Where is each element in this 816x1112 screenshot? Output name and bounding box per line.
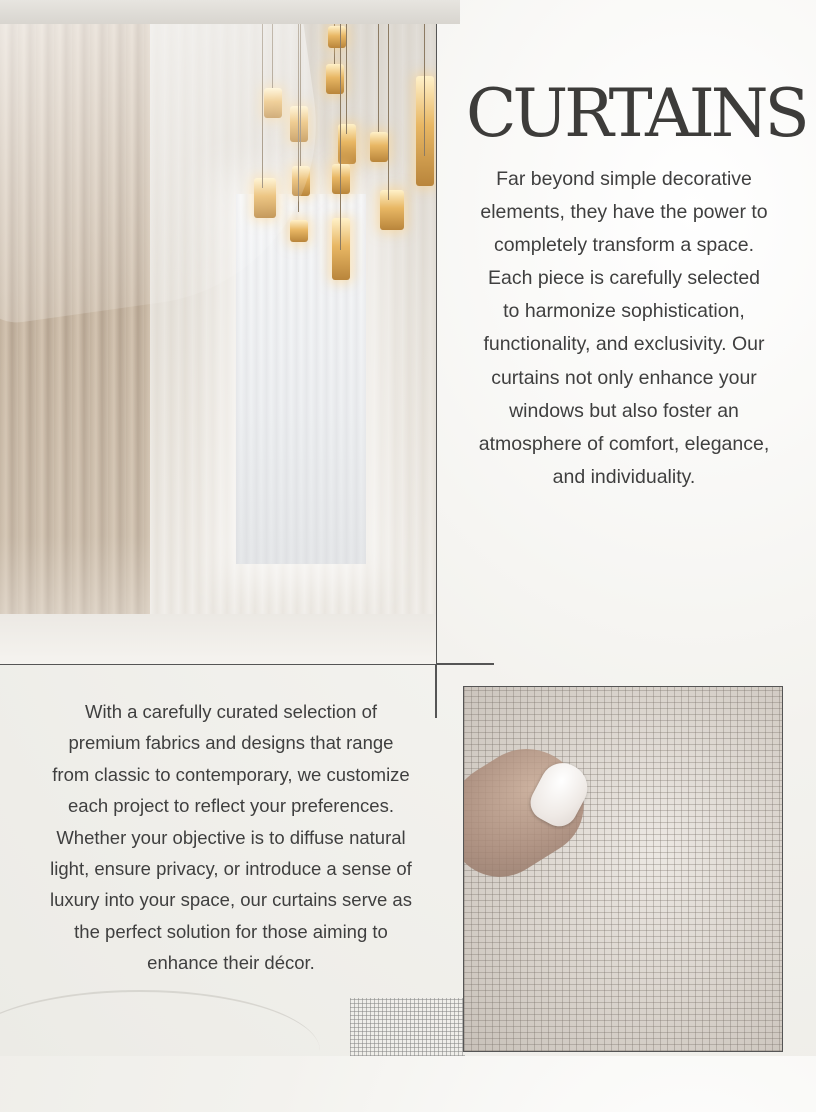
fabric-closeup-photo [463, 686, 783, 1052]
divider-horizontal-line [436, 663, 494, 665]
pendant-lamp [290, 220, 308, 242]
pendant-lamp [326, 64, 344, 94]
pendant-lamp [332, 164, 350, 194]
swirl-decoration [0, 990, 320, 1112]
curtain-room-photo [0, 24, 437, 665]
pendant-lamp [380, 190, 404, 230]
divider-vertical-line [435, 664, 437, 718]
pendant-lamp [370, 132, 388, 162]
sheer-ribbon-decoration [0, 0, 460, 24]
pendant-lamp [328, 26, 346, 48]
pendant-lamp [332, 218, 350, 280]
woven-mesh-decoration [350, 998, 465, 1056]
body-paragraph: With a carefully curated selection of premium fabrics and designs that range from classic to contemporary, we customize each project to reflect your preferences. Whether your objective is to diffuse natural light, ensure privacy, or introduce a sense of luxury into your space, our curtains serve as the perfect solution for those aiming to enhance their décor. [50, 701, 412, 974]
pendant-lamp [416, 76, 434, 186]
intro-paragraph: Far beyond simple decorative elements, they have the power to completely transform a space. Each piece is carefully selected to harmonize sophistication, functionality, and exclusivity. Our curtains not only enhance your windows but also foster an atmosphere of comfort, elegance, and individuality. [478, 168, 770, 488]
marble-floor [0, 614, 436, 664]
page-title: CURTAINS [466, 75, 806, 152]
